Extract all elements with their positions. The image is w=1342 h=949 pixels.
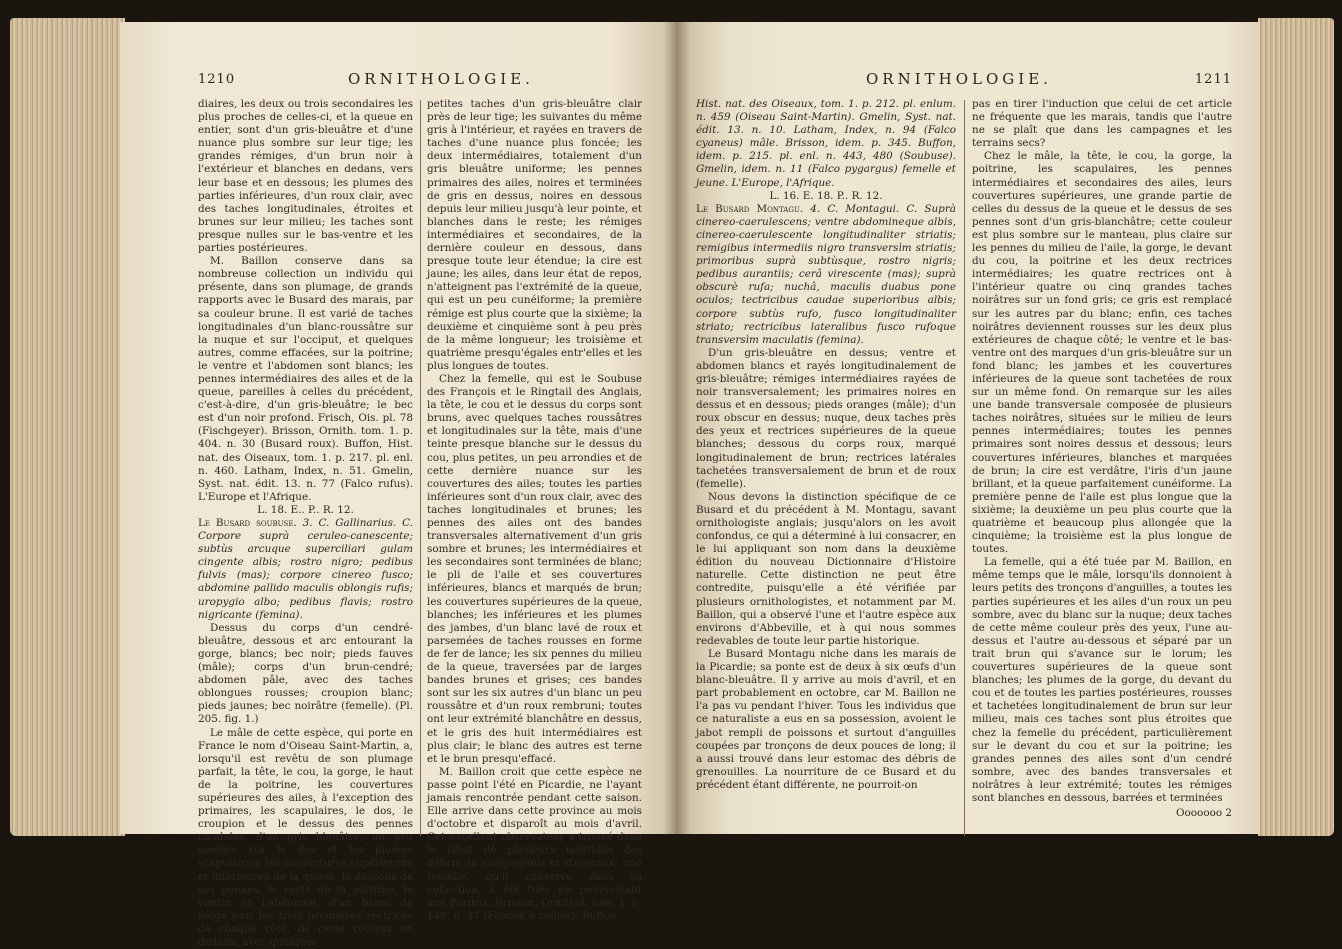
right-column-2 <box>972 98 1232 838</box>
measurement-ref: L. 18. E.. P.. R. 12. <box>198 504 413 517</box>
species-diagnosis: 4. C. Montagui. C. Suprà cinereo-caerulescens; ventre abdomineque albis, cinereo-caerulescente longitudinaliter striatis; remigibus intermediis nigro transversìm striatis; primoribus suprà subtùsque, rostro nigris; pedibus aurantiis; cerâ virescente (mas); suprà obscurè rufa; nuchâ, maculis duabus pone oculos; tectricibus caudae superioribus albis; corpore subtùs rufo, fusco longitudinaliter striato; rectricibus lateralibus fusco rufoque transversìm maculatis (femina). <box>696 203 956 346</box>
paragraph: Chez le mâle, la tête, le cou, la gorge, la poitrine, les scapulaires, les pennes intermédiaires et secondaires des ailes, leurs couvertures supérieures, une grande partie de celles du dessus de la queue et le dessus de ses pennes sont d'un gris-blanchâtre; cette couleur est plus sombre sur le manteau, plus claire sur les pennes du milieu de l'aile, la gorge, le devant du cou, la poitrine et les deux rectrices intermédiaires; les quatre rectrices ont à l'intérieur quatre ou cinq grandes taches noirâtres sur un fond gris; ce gris est remplacé sur les autres par du blanc; enfin, ces taches noirâtres deviennent rousses sur les deux plus extérieures de chaque côté; le ventre et le bas-ventre ont des marques d'un gris-bleuâtre sur un fond blanc; les jambes et les couvertures inférieures de la queue sont tachetées de roux sur un même fond. On remarque sur les ailes une bande transversale composée de plusieurs taches noirâtres, situées sur le milieu de leurs pennes intermédiaires; toutes les pennes primaires sont noires dessus et dessous; leurs couvertures inférieures, blanches et marquées de brun; la cire est verdâtre, l'iris d'un jaune brillant, et la queue parfaitement cunéiforme. La première penne de l'aile est plus longue que la sixième; la deuxième un peu plus courte que la quatrième et beaucoup plus allongée que la cinquième; la troisième est la plus longue de toutes. <box>972 150 1232 556</box>
left-header-title: ORNITHOLOGIE. <box>348 70 534 88</box>
right-page-number: 1211 <box>1195 72 1232 87</box>
paragraph: Chez la femelle, qui est le Soubuse des François et le Ringtail des Anglais, la tête, le cou et le dessus du corps sont bruns, avec quelques taches roussâtres et longitudinales sur la tête, mais d'une teinte presque blanche sur le dessus du cou, plus petites, un peu arrondies et de cette dernière nuance sur les couvertures des ailes; toutes les parties inférieures sont d'un roux clair, avec des taches longitudinales et brunes; les pennes des ailes ont des bandes transversales alternativement d'un gris sombre et brunes; les intermédiaires et les secondaires sont terminées de blanc; le pli de l'aile et ses couvertures inférieures, blancs et marqués de brun; les couvertures supérieures de la queue, blanches; les inférieures et les plumes des jambes, d'un blanc lavé de roux et parsemées de taches rousses en forme de fer de lance; les six pennes du milieu de la queue, traversées par de larges bandes brunes et grises; ces bandes sont sur les six autres d'un blanc un peu roussâtre et d'un roux rembruni; toutes ont leur extrémité blanchâtre en dessus, et le gris des huit intermédiaires est plus clair; le blanc des autres est terne et le brun presqu'effacé. <box>427 373 642 766</box>
paragraph: Le Busard Montagu niche dans les marais de la Picardie; sa ponte est de deux à six œufs d'un blanc-bleuâtre. Il y arrive au mois d'avril, et en part probablement en octobre, car M. Baillon ne l'a pas vu pendant l'hiver. Tous les individus que ce naturaliste a eus en sa possession, avoient le jabot rempli de poissons et surtout d'anguilles coupées par tronçons de deux pouces de long; il a aussi trouvé dans leur estomac des débris de grenouilles. La nourriture de ce Busard et du précédent étant différente, ne pourroit-on <box>696 648 956 792</box>
left-running-head <box>198 70 642 94</box>
book-edge-left <box>10 18 125 836</box>
left-column-2 <box>427 98 642 838</box>
paragraph: diaires, les deux ou trois secondaires les plus proches de celles-ci, et la queue en entier, sont d'un gris-bleuâtre et d'une nuance plus sombre sur leur tige; les grandes rémiges, d'un brun noir à l'extérieur et blanches en dedans, vers leur base et en dessous; les plumes des parties inférieures, d'un roux clair, avec des taches longitudinales, étroites et brunes sur leur milieu; les taches sont presque nulles sur le bas-ventre et les parties postérieures. <box>198 98 413 255</box>
paragraph: D'un gris-bleuâtre en dessus; ventre et abdomen blancs et rayés longitudinalement de gris-bleuâtre; rémiges intermédiaires rayées de noir transversalement; les primaires noires en dessus et en dessous; pieds oranges (mâle); d'un roux obscur en dessus; nuque, deux taches près des yeux et rectrices supérieures de la queue blanches; dessous du corps roux, marqué longitudinalement de brun; rectrices latérales tachetées transversalement de brun et de roux (femelle). <box>696 347 956 491</box>
right-page <box>676 22 1260 834</box>
paragraph: La femelle, qui a été tuée par M. Baillon, en même temps que le mâle, lorsqu'ils donnoient à leurs petits des tronçons d'anguilles, a toutes les parties supérieures et les ailes d'un roux un peu sombre, avec du blanc sur la nuque; deux taches de cette même couleur près des yeux, l'une au-dessus et l'autre au-dessous et séparé par un trait brun qui s'avance sur le lorum; les couvertures supérieures de la queue sont blanches; les plumes de la gorge, du devant du cou et de toutes les parties postérieures, rousses et tachetées longitudinalement de brun sur leur milieu, mais ces taches sont plus étroites que chez la femelle du précédent, particulièrement sur le devant du cou et sur la poitrine; les grandes pennes des ailes sont d'un cendré sombre, avec des bandes transversales et noirâtres à leur extrémité; toutes les rémiges sont blanches en dessous, barrées et terminées <box>972 556 1232 805</box>
paragraph: Le mâle de cette espèce, qui porte en France le nom d'Oiseau Saint-Martin, a, lorsqu'il est revêtu de son plumage parfait, la tête, le cou, la gorge, le haut de la poitrine, les couvertures supérieures des ailes, à l'exception des primaires, les scapulaires, le dos, le croupion et le dessus des pennes caudales, d'un gris bleuâtre, un peu sombre sur le dos et les plumes scapulaires; les couvertures supérieures et inférieures de la queue, le dessous de ses pennes, le reste de la poitrine, le ventre et l'abdomen, d'un blanc de neige pur; les trois premières rectrices de chaque côté, de cette couleur en dedans, avec quelques <box>198 727 413 949</box>
species-entry <box>696 203 956 347</box>
column-rule <box>420 100 421 836</box>
bibliography: Hist. nat. des Oiseaux, tom. 1. p. 212. pl. enlum. n. 459 (Oiseau Saint-Martin). Gmelin, Syst. nat. édit. 13. n. 10. Latham, Index, n. 94 (Falco cyaneus) mâle. Brisson, idem. p. 345. Buffon, idem. p. 215. pl. enl. n. 443, 480 (Soubuse). Gmelin, idem. n. 11 (Falco pygargus) femelle et jeune. L'Europe, l'Afrique. <box>696 98 956 189</box>
book-edge-right <box>1258 18 1334 836</box>
paragraph: petites taches d'un gris-bleuâtre clair près de leur tige; les suivantes du même gris à l'intérieur, et rayées en travers de taches d'une nuance plus foncée; les deux intermédiaires, totalement d'un gris bleuâtre uniforme; les pennes primaires des ailes, noires et terminées de gris en dessus, noires en dessous depuis leur milieu jusqu'à leur pointe, et blanches dans le reste; les rémiges intermédiaires et secondaires, de la dernière couleur en dessous, dans presque toute leur étendue; la cire est jaune; les ailes, dans leur état de repos, n'atteignent pas l'extrémité de la queue, qui est un peu cunéiforme; la première rémige est plus courte que la sixième; la deuxième et cinquième sont à peu près de la même longueur; les troisième et quatrième presqu'égales entr'elles et les plus longues de toutes. <box>427 98 642 373</box>
paragraph: Nous devons la distinction spécifique de ce Busard et du précédent à M. Montagu, savant ornithologiste anglais; jusqu'alors on les avoit confondus, ce qui a déterminé à lui consacrer, en le lui appliquant son nom dans la deuxième édition du nouveau Dictionnaire d'Histoire naturelle. Cette distinction ne peut être contredite, puisqu'elle a été vérifiée par plusieurs ornithologistes, et notamment par M. Baillon, qui a observé l'une et l'autre espèce aux environs d'Abbeville, et à qui nous sommes redevables de toute leur partie historique. <box>696 491 956 648</box>
paragraph: M. Baillon conserve dans sa nombreuse collection un individu qui présente, dans son plumage, de grands rapports avec le Busard des marais, par sa couleur brune. Il est varié de taches longitudinales d'un blanc-roussâtre sur la nuque et sur l'occiput, et quelques autres, comme effacées, sur la poitrine; le ventre et l'abdomen sont blancs; les pennes intermédiaires des ailes et de la queue, pareilles à celles du précédent, c'est-à-dire, d'un gris-bleuâtre; le bec est d'un noir profond. Frisch, Ois. pl. 78 (Fischgeyer). Brisson, Ornith. tom. 1. p. 404. n. 30 (Busard roux). Buffon, Hist. nat. des Oiseaux, tom. 1. p. 217. pl. enl. n. 460. Latham, Index, n. 51. Gmelin, Syst. nat. édit. 13. n. 77 (Falco rufus). L'Europe et l'Afrique. <box>198 255 413 504</box>
right-column-1 <box>696 98 956 838</box>
right-running-head <box>696 70 1232 94</box>
left-column-1 <box>198 98 413 838</box>
signature-mark: Ooooooo 2 <box>972 807 1232 820</box>
column-rule <box>964 100 965 836</box>
species-entry <box>198 517 413 622</box>
paragraph <box>696 98 956 190</box>
species-title: Le Busard Montagu. <box>696 203 803 215</box>
measurement-ref: L. 16. E. 18. P.. R. 12. <box>696 190 956 203</box>
left-page <box>120 22 676 834</box>
right-header-title: ORNITHOLOGIE. <box>866 70 1052 88</box>
species-title: Le Busard soubuse. <box>198 517 297 529</box>
paragraph: M. Baillon croit que cette espèce ne passe point l'été en Picardie, ne l'ayant jamais rencontrée pendant cette saison. Elle arrive dans cette province au mois d'octobre et disparoît au mois d'avril. Cet excellent observateur a trouvé dans le jabot de plusieurs individus des débris de campagnols et d'oiseaux; une femelle, qu'il conserve dans sa collection, a été tuée en poursuivant une Perdrix. Brisson, Ornithol. tom. 1. p. 148. n. 37 (Faucon à collier). Buffon, <box>427 766 642 923</box>
species-diagnosis: 3. C. Gallinarius. C. Corpore suprà ceruleo-canescente; subtùs arcuque superciliari gulam cingente albis; rostro nigro; pedibus fulvis (mas); corpore cinereo fusco; abdomine pallido maculis oblongis rufis; uropygio albo; pedibus flavis; rostro nigricante (femina). <box>198 517 413 621</box>
left-page-number: 1210 <box>198 72 235 87</box>
book-gutter <box>664 22 690 834</box>
paragraph: Dessus du corps d'un cendré-bleuâtre, dessous et arc entourant la gorge, blancs; bec noir; pieds fauves (mâle); corps d'un brun-cendré; abdomen pâle, avec des taches oblongues rousses; croupion blanc; pieds jaunes; bec noirâtre (femelle). (Pl. 205. fig. 1.) <box>198 622 413 727</box>
paragraph: pas en tirer l'induction que celui de cet article ne fréquente que les marais, tandis que l'autre ne se plaît que dans les campagnes et les terrains secs? <box>972 98 1232 150</box>
